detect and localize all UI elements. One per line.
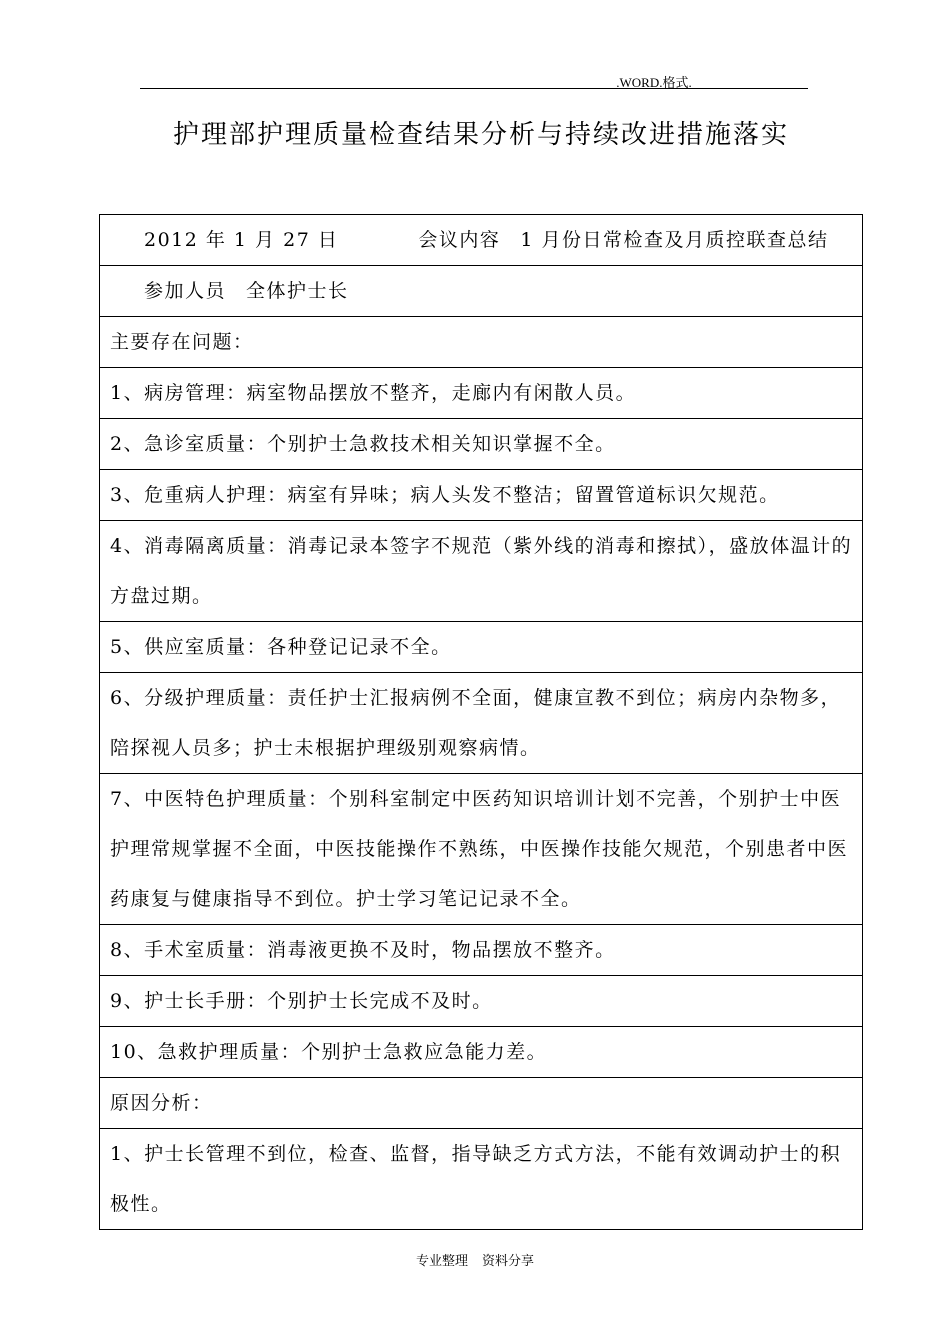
problem-item: 7、中医特色护理质量：个别科室制定中医药知识培训计划不完善，个别护士中医护理常规掌握不全面，中医技能操作不熟练，中医操作技能欠规范，个别患者中医药康复与健康指导不到位。护士学习笔记记录不全。 xyxy=(100,774,863,925)
meeting-content-value: 1 月份日常检查及月质控联查总结 xyxy=(520,229,829,251)
problem-item: 9、护士长手册：个别护士长完成不及时。 xyxy=(100,976,863,1027)
meeting-report-table xyxy=(99,214,863,1230)
meeting-content-label: 会议内容 xyxy=(418,229,501,251)
problem-row xyxy=(100,774,863,925)
footer-watermark xyxy=(0,1250,950,1269)
attendees-row xyxy=(100,266,863,317)
cause-row xyxy=(100,1129,863,1230)
problem-item: 8、手术室质量：消毒液更换不及时，物品摆放不整齐。 xyxy=(100,925,863,976)
header-rule xyxy=(140,88,808,89)
problem-row xyxy=(100,521,863,622)
causes-heading: 原因分析： xyxy=(100,1078,863,1129)
problem-row xyxy=(100,470,863,521)
problem-row xyxy=(100,622,863,673)
cause-item: 1、护士长管理不到位，检查、监督，指导缺乏方式方法，不能有效调动护士的积极性。 xyxy=(100,1129,863,1230)
problem-row xyxy=(100,419,863,470)
attendees-value: 全体护士长 xyxy=(246,280,349,302)
problem-item: 3、危重病人护理：病室有异味；病人头发不整洁；留置管道标识欠规范。 xyxy=(100,470,863,521)
problem-item: 5、供应室质量：各种登记记录不全。 xyxy=(100,622,863,673)
problem-row xyxy=(100,976,863,1027)
problem-row xyxy=(100,673,863,774)
document-title: 护理部护理质量检查结果分析与持续改进措施落实 xyxy=(172,120,789,150)
causes-heading-row xyxy=(100,1078,863,1129)
attendees-label: 参加人员 xyxy=(144,280,227,302)
footer-left-text: 专业整理 xyxy=(415,1254,468,1269)
problem-row xyxy=(100,368,863,419)
problem-item: 2、急诊室质量：个别护士急救技术相关知识掌握不全。 xyxy=(100,419,863,470)
meeting-date: 2012 年 1 月 27 日 xyxy=(144,229,339,251)
attendees-line xyxy=(110,266,854,316)
meeting-info-line xyxy=(110,215,854,265)
problems-heading: 主要存在问题： xyxy=(100,317,863,368)
problem-item: 1、病房管理：病室物品摆放不整齐，走廊内有闲散人员。 xyxy=(100,368,863,419)
problem-row xyxy=(100,925,863,976)
problem-item: 4、消毒隔离质量：消毒记录本签字不规范（紫外线的消毒和擦拭），盛放体温计的方盘过期。 xyxy=(100,521,863,622)
problem-item: 6、分级护理质量：责任护士汇报病例不全面，健康宣教不到位；病房内杂物多，陪探视人员多；护士未根据护理级别观察病情。 xyxy=(100,673,863,774)
problems-heading-row xyxy=(100,317,863,368)
meeting-info-row xyxy=(100,215,863,266)
footer-right-text: 资料分享 xyxy=(482,1254,535,1269)
header-watermark: .WORD.格式. xyxy=(616,75,692,90)
problem-item: 10、急救护理质量：个别护士急救应急能力差。 xyxy=(100,1027,863,1078)
problem-row xyxy=(100,1027,863,1078)
